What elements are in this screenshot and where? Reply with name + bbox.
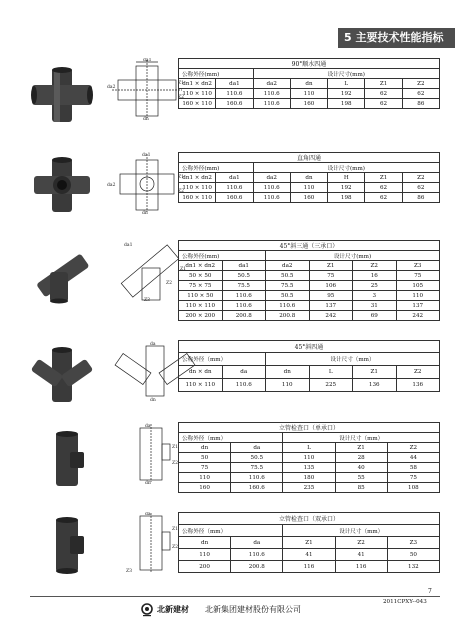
col-header: da1 bbox=[216, 173, 253, 183]
col-header: Z2 bbox=[402, 79, 439, 89]
chapter-banner: 5 主要技术性能指标 bbox=[338, 28, 455, 48]
table-row: 200 200.8 116 116 132 bbox=[179, 561, 440, 573]
design-header: 设计尺寸(mm) bbox=[266, 251, 440, 261]
col-header: dn1 × dn2 bbox=[179, 173, 216, 183]
section-cleanout-single-socket bbox=[30, 422, 440, 502]
design-header: 设计尺寸（mm） bbox=[283, 433, 440, 443]
table-title: 90°顺水四通 bbox=[179, 59, 440, 69]
col-header: dn bbox=[290, 173, 327, 183]
dim-label: da2 bbox=[107, 85, 116, 90]
fitting-photo bbox=[30, 66, 94, 124]
col-header: da1 bbox=[222, 261, 266, 271]
col-header: dn1 × dn2 bbox=[179, 261, 223, 271]
col-header: Z2 bbox=[402, 173, 439, 183]
col-header: Z2 bbox=[353, 261, 397, 271]
table-row: 160 160.6 235 85 108 bbox=[179, 483, 440, 493]
nominal-header: 公称外径(mm) bbox=[179, 163, 254, 173]
col-header: Z1 bbox=[335, 443, 387, 453]
col-header: Z2 bbox=[335, 537, 387, 549]
col-header: Z1 bbox=[365, 79, 402, 89]
col-header: L bbox=[283, 443, 335, 453]
table-row: 200 × 200 200.8 200.8 242 69 242 bbox=[179, 311, 440, 321]
col-header: da bbox=[231, 443, 283, 453]
nominal-header: 公称外径（mm） bbox=[179, 433, 283, 443]
table-row: 110 110.6 41 41 50 bbox=[179, 549, 440, 561]
page-number: 7 bbox=[428, 588, 432, 595]
spec-table bbox=[178, 240, 440, 321]
dim-label: Z1 bbox=[172, 527, 178, 532]
table-row: 110 × 110 110.6 110 225 136 136 bbox=[179, 379, 440, 392]
spec-table bbox=[178, 58, 440, 109]
col-header: da2 bbox=[253, 79, 290, 89]
col-header: Z1 bbox=[365, 173, 402, 183]
dim-label: dn bbox=[145, 481, 151, 484]
table-row: 50 × 50 50.5 50.5 75 16 75 bbox=[179, 271, 440, 281]
table-title: 立管检查口（单承口） bbox=[179, 423, 440, 433]
dim-label: da1 bbox=[143, 58, 152, 63]
spec-table bbox=[178, 512, 440, 573]
design-header: 设计尺寸(mm) bbox=[253, 69, 439, 79]
dim-label: Z1 bbox=[178, 81, 184, 86]
col-header: Z1 bbox=[353, 366, 397, 379]
col-header: L bbox=[328, 79, 365, 89]
dim-label: da bbox=[145, 424, 151, 429]
col-header: da bbox=[222, 366, 266, 379]
design-header: 设计尺寸（mm） bbox=[266, 353, 440, 366]
dim-label: Z1 bbox=[180, 267, 186, 272]
nominal-header: 公称外径（mm） bbox=[179, 525, 283, 537]
footer-divider bbox=[30, 596, 440, 597]
dim-label: Z2 bbox=[178, 95, 184, 100]
dim-label: Z3 bbox=[144, 298, 150, 302]
col-header: H bbox=[328, 173, 365, 183]
table-row: 160 × 110 160.6 110.6 160 198 62 86 bbox=[179, 193, 440, 203]
col-header: da1 bbox=[216, 79, 253, 89]
section-45-wye-tee bbox=[30, 240, 440, 326]
fitting-photo bbox=[30, 346, 94, 404]
dim-label: Z1 bbox=[178, 175, 184, 180]
company-logo-icon bbox=[140, 603, 154, 617]
col-header: da2 bbox=[253, 173, 290, 183]
section-90-sanitary-cross bbox=[30, 58, 440, 138]
fitting-photo bbox=[44, 430, 92, 488]
dim-label: Z2 bbox=[178, 189, 184, 194]
table-title: 45°斜三通（三承口） bbox=[179, 241, 440, 251]
dim-label: da1 bbox=[124, 243, 133, 248]
design-header: 设计尺寸（mm） bbox=[283, 525, 440, 537]
table-title: 45°斜四通 bbox=[179, 341, 440, 353]
table-row: 110 × 110 110.6 110.6 137 31 137 bbox=[179, 301, 440, 311]
col-header: Z2 bbox=[396, 366, 440, 379]
spec-table bbox=[178, 152, 440, 203]
dim-label: Z2 bbox=[166, 281, 172, 286]
col-header: Z2 bbox=[387, 443, 439, 453]
col-header: Z1 bbox=[283, 537, 335, 549]
table-row: 110 × 50 110.6 50.5 95 3 110 bbox=[179, 291, 440, 301]
table-row: 75 × 75 75.5 75.5 106 25 105 bbox=[179, 281, 440, 291]
company-full-name: 北新集团建材股份有限公司 bbox=[205, 605, 301, 614]
dim-label: da1 bbox=[142, 153, 151, 158]
document-code: 2011CPXY--043 bbox=[383, 599, 427, 605]
section-right-angle-cross bbox=[30, 152, 440, 232]
spec-table bbox=[178, 340, 440, 392]
table-row: 160 × 110 160.6 110.6 160 198 62 86 bbox=[179, 99, 440, 109]
dim-label: da bbox=[145, 512, 151, 517]
dim-label: dn bbox=[142, 211, 148, 214]
table-row: 110 110.6 180 55 75 bbox=[179, 473, 440, 483]
fitting-photo bbox=[30, 246, 94, 304]
fitting-photo bbox=[30, 156, 94, 214]
col-header: dn bbox=[290, 79, 327, 89]
col-header: dn bbox=[179, 443, 231, 453]
dim-label: dn bbox=[150, 398, 156, 402]
col-header: Z1 bbox=[309, 261, 353, 271]
col-header: dn bbox=[179, 537, 231, 549]
nominal-header: 公称外径(mm) bbox=[179, 69, 254, 79]
col-header: Z3 bbox=[387, 537, 439, 549]
spec-table bbox=[178, 422, 440, 493]
dim-label: dn bbox=[143, 117, 149, 120]
col-header: da2 bbox=[266, 261, 310, 271]
col-header: Z3 bbox=[396, 261, 440, 271]
section-cleanout-double-socket bbox=[30, 512, 440, 584]
table-row: 50 50.5 110 28 44 bbox=[179, 453, 440, 463]
dim-label: da2 bbox=[107, 183, 116, 188]
col-header: dn bbox=[266, 366, 310, 379]
company-short-name: 北新建材 bbox=[157, 605, 189, 614]
col-header: dn × dn bbox=[179, 366, 223, 379]
col-header: dn1 × dn2 bbox=[179, 79, 216, 89]
design-header: 设计尺寸(mm) bbox=[253, 163, 439, 173]
table-row: 110 × 110 110.6 110.6 110 192 62 62 bbox=[179, 89, 440, 99]
dim-label: Z1 bbox=[172, 445, 178, 450]
dim-label: Z2 bbox=[172, 461, 178, 466]
dim-label: Z3 bbox=[126, 569, 132, 574]
nominal-header: 公称外径（mm） bbox=[179, 353, 266, 366]
col-header: L bbox=[309, 366, 353, 379]
table-row: 75 75.5 135 40 58 bbox=[179, 463, 440, 473]
table-title: 直角四通 bbox=[179, 153, 440, 163]
nominal-header: 公称外径(mm) bbox=[179, 251, 266, 261]
fitting-photo bbox=[44, 516, 92, 574]
dim-label: Z2 bbox=[172, 545, 178, 550]
col-header: da bbox=[231, 537, 283, 549]
dim-label: da bbox=[150, 342, 156, 347]
table-title: 立管检查口（双承口） bbox=[179, 513, 440, 525]
table-row: 110 × 110 110.6 110.6 110 192 62 62 bbox=[179, 183, 440, 193]
section-45-double-wye bbox=[30, 340, 440, 410]
